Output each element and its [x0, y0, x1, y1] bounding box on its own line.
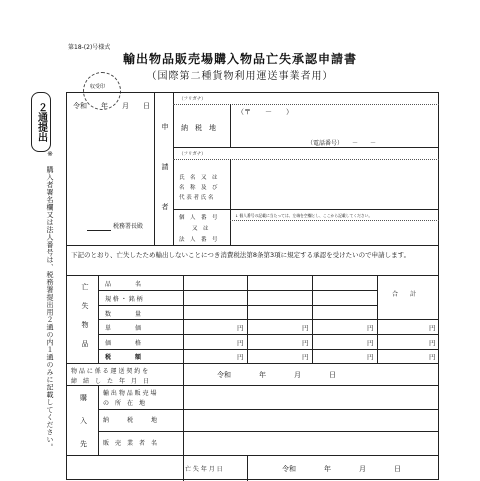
application-date[interactable]: 令和 年 月 日 — [73, 102, 150, 110]
price-yen: 円 — [302, 339, 309, 347]
total-yen: 円 — [429, 324, 436, 332]
price-yen: 円 — [367, 339, 374, 347]
receipt-stamp-label: 収受印 — [90, 84, 106, 90]
purchase-group-char: 購 — [80, 394, 87, 402]
name-label: 名 称 及 び — [179, 185, 218, 191]
total-yen: 円 — [429, 339, 436, 347]
contract-date-value[interactable]: 令和 年 月 日 — [217, 371, 336, 379]
tax-office-label: 税務署長殿 — [113, 223, 144, 230]
divider — [98, 319, 439, 320]
divider — [98, 349, 439, 350]
applicant-char: 者 — [161, 203, 169, 210]
divider — [183, 385, 184, 455]
tax-yen: 円 — [302, 353, 309, 361]
item-row-label: 税 額 — [105, 354, 142, 361]
divider — [183, 455, 184, 481]
corp-number-label: 法 人 番 号 — [179, 237, 218, 243]
contract-date-label: 締 結 し た 年 月 日 — [71, 378, 150, 385]
divider — [98, 409, 439, 410]
item-row-label: 価 格 — [105, 340, 142, 347]
applicant-char: 請 — [161, 163, 169, 170]
divider — [173, 209, 439, 210]
divider — [173, 93, 174, 245]
furigana-label: （フリガナ） — [179, 152, 206, 157]
purchase-group-char: 入 — [80, 417, 87, 425]
shop-location-label: 輸 出 物 品 販 売 場 — [103, 390, 157, 397]
divider — [230, 104, 231, 147]
corp-number-label: 又 は — [192, 226, 209, 232]
page-title: 輸出物品販売場購入物品亡失承認申請書 — [122, 52, 357, 66]
divider — [67, 363, 439, 364]
divider — [154, 93, 155, 245]
dotted-divider — [173, 159, 439, 160]
phone-field[interactable]: （電話番号） － － — [307, 140, 377, 147]
divider — [247, 455, 248, 481]
postal-code-field[interactable]: （〒 － ） — [237, 108, 293, 116]
seller-name-label: 販 売 業 者 名 — [103, 440, 158, 447]
loss-date-label: 亡 失 年 月 日 — [185, 466, 223, 473]
lost-goods-group-label: 亡失物品 — [81, 283, 89, 359]
divider — [98, 290, 377, 291]
tax-address-label: 納 税 地 — [181, 124, 216, 132]
total-header: 合 計 — [392, 291, 417, 298]
signature-line — [87, 230, 111, 231]
form-number: 第18-(2)号様式 — [68, 44, 111, 51]
name-label: 代 表 者 氏 名 — [179, 195, 214, 201]
item-row-label: 数 量 — [105, 311, 142, 318]
divider — [98, 334, 439, 335]
divider — [67, 275, 439, 276]
divider — [98, 385, 99, 455]
divider — [173, 147, 439, 148]
statement-text: 下記のとおり、亡失したため輸出しないことにつき消費税法第8条第3項に規定する承認を受けたいので申請します。 — [71, 251, 411, 259]
name-label: 氏 名 又 は — [179, 175, 218, 181]
submit-two-copies-tab: ２通提出 — [31, 92, 51, 152]
corp-number-note: ↓ 個人番号の記載に当たっては、左端を空欄とし、ここから記載してください。 — [235, 213, 373, 218]
item-row-label: 規 格 ・ 銘 柄 — [105, 296, 143, 303]
unit-price-yen: 円 — [367, 324, 374, 332]
furigana-label: （フリガナ） — [179, 97, 206, 102]
unit-price-yen: 円 — [237, 324, 244, 332]
side-note: ※ 購入者署名欄又は法人番号は、税務署提出用２通の内１通のみに記載してください。 — [46, 150, 54, 451]
dotted-divider — [173, 104, 439, 105]
divider — [67, 455, 439, 456]
divider — [230, 159, 231, 245]
divider — [183, 363, 184, 385]
tax-yen: 円 — [237, 353, 244, 361]
shop-location-label: の 所 在 地 — [103, 400, 146, 407]
item-row-label: 単 価 — [105, 325, 142, 332]
applicant-char: 申 — [161, 123, 169, 130]
tax-yen: 円 — [367, 353, 374, 361]
corp-number-label: 個 人 番 号 — [179, 215, 218, 221]
divider — [67, 245, 439, 246]
item-row-label: 品 名 — [105, 281, 142, 288]
loss-date-value[interactable]: 令和 年 月 日 — [282, 465, 401, 473]
purchase-group-char: 先 — [80, 440, 87, 448]
total-yen: 円 — [429, 353, 436, 361]
divider — [67, 385, 439, 386]
divider — [98, 305, 377, 306]
unit-price-yen: 円 — [302, 324, 309, 332]
page-subtitle: （国際第二種貨物利用運送事業者用） — [146, 71, 334, 82]
contract-date-label: 物 品 に 係 る 運 送 契 約 を — [71, 368, 149, 375]
application-form-frame — [66, 92, 439, 480]
seller-tax-address-label: 納 税 地 — [103, 417, 158, 424]
divider — [98, 431, 439, 432]
price-yen: 円 — [237, 339, 244, 347]
dotted-divider — [230, 220, 439, 221]
